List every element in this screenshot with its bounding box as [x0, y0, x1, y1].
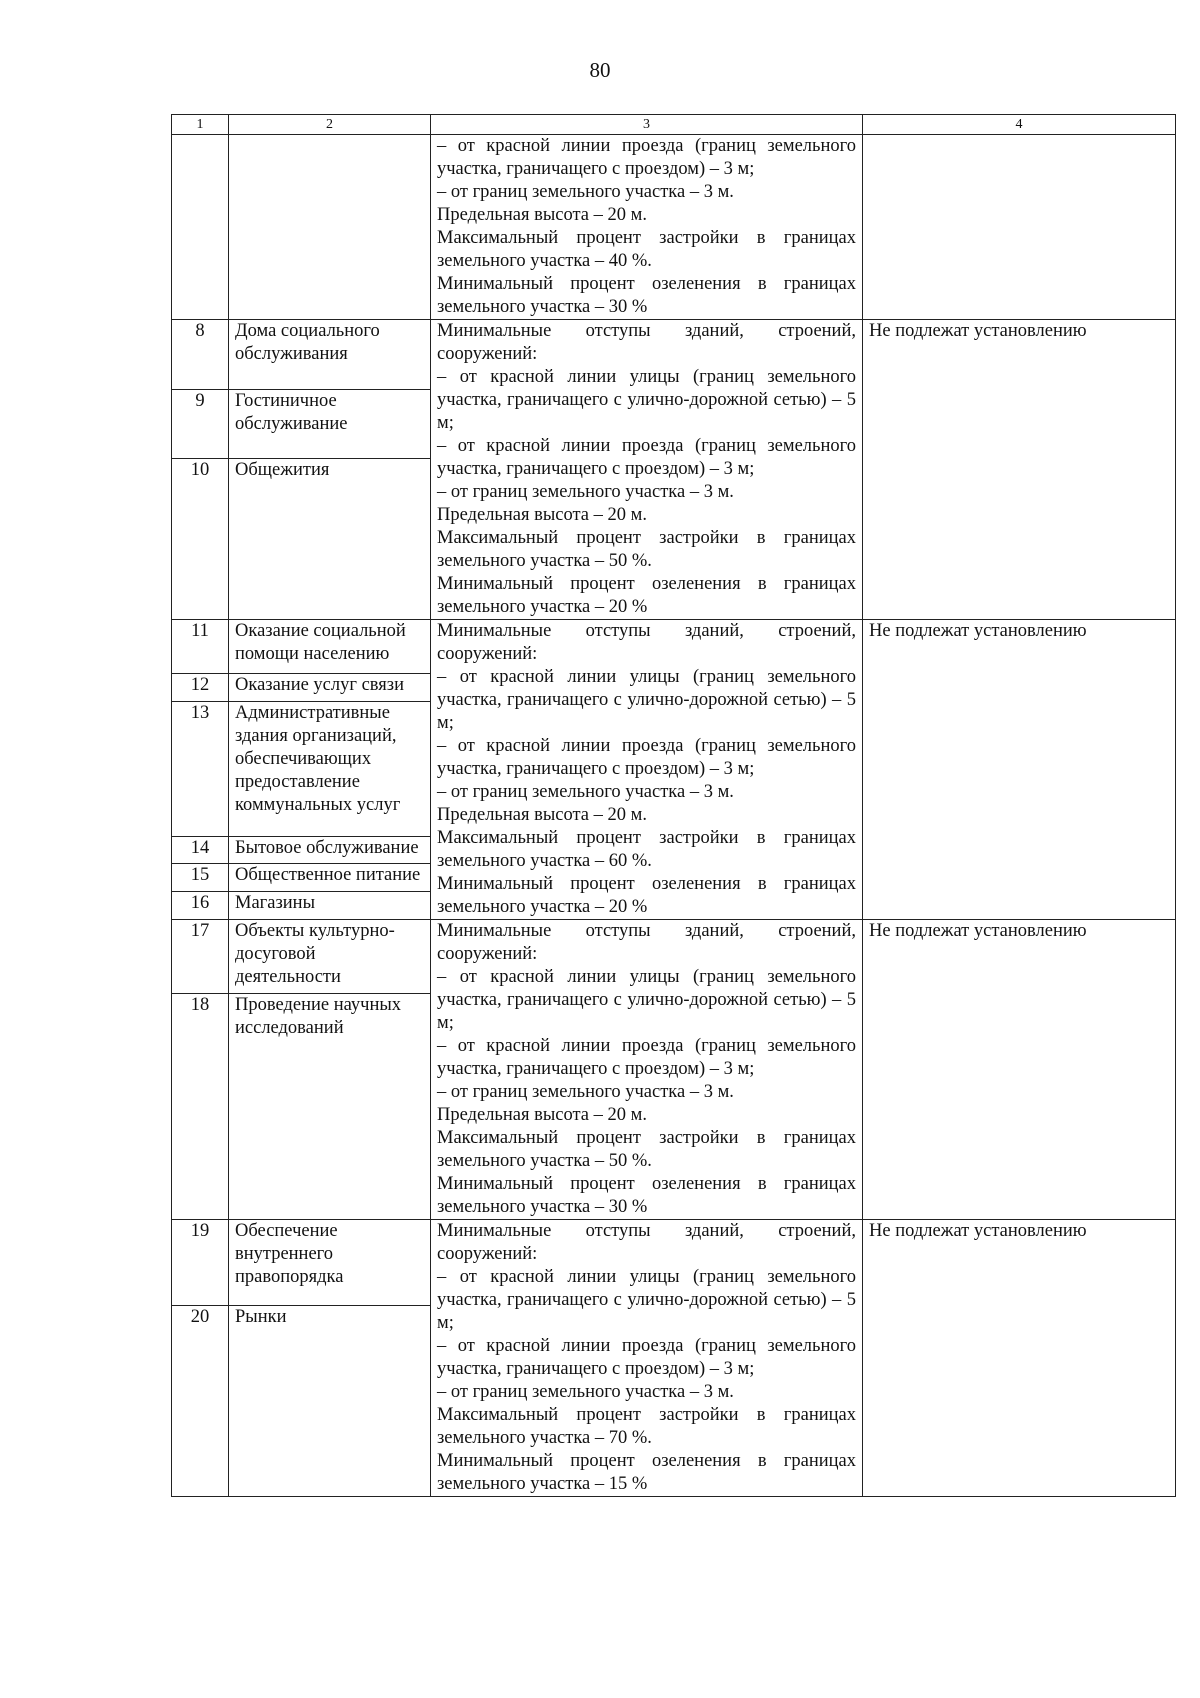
cell-col4: Не подлежат установлению: [863, 920, 1176, 1220]
cell-col4: Не подлежат установлению: [863, 1220, 1176, 1497]
header-col-1: 1: [172, 115, 229, 135]
param-line: Минимальные отступы зданий, строений, сооружений:: [437, 921, 856, 964]
cell-num: 20: [172, 1306, 229, 1497]
cell-num: 19: [172, 1220, 229, 1306]
param-line: Минимальный процент озеленения в границах земельного участка – 20 %: [437, 574, 856, 617]
param-line: – от границ земельного участка – 3 м.: [437, 1082, 734, 1102]
cell-name: Объекты культурно-досуговой деятельности: [229, 920, 431, 994]
cell-num: 14: [172, 836, 229, 864]
header-row: [172, 115, 1176, 135]
param-line: Максимальный процент застройки в границах земельного участка – 40 %.: [437, 228, 856, 271]
header-col-3: 3: [431, 115, 863, 135]
cell-params: [431, 135, 863, 320]
param-line: – от границ земельного участка – 3 м.: [437, 182, 734, 202]
cell-col4: [863, 135, 1176, 320]
cell-name: Бытовое обслуживание: [229, 836, 431, 864]
cell-name: Обеспечение внутреннего правопорядка: [229, 1220, 431, 1306]
cell-name: Проведение научных исследований: [229, 994, 431, 1220]
param-line: Минимальный процент озеленения в границах земельного участка – 15 %: [437, 1451, 856, 1494]
param-line: – от красной линии проезда (границ земельного участка, граничащего с проездом) – 3 м;: [437, 1336, 856, 1379]
cell-params: [431, 920, 863, 1220]
param-line: Максимальный процент застройки в границах земельного участка – 50 %.: [437, 528, 856, 571]
cell-name: Оказание услуг связи: [229, 674, 431, 702]
table-row: [172, 920, 1176, 994]
cell-num: 9: [172, 389, 229, 459]
table-row: [172, 620, 1176, 674]
param-line: – от красной линии улицы (границ земельного участка, граничащего с улично-дорожной сетью) – 5 м;: [437, 667, 856, 733]
param-line: Минимальный процент озеленения в границах земельного участка – 30 %: [437, 274, 856, 317]
page-number: 80: [589, 58, 611, 82]
cell-name: Оказание социальной помощи населению: [229, 620, 431, 674]
cell-name: [229, 135, 431, 320]
param-line: – от красной линии проезда (границ земельного участка, граничащего с проездом) – 3 м;: [437, 1036, 856, 1079]
table-row: [172, 1220, 1176, 1306]
header-col-2: 2: [229, 115, 431, 135]
header-col-4: 4: [863, 115, 1176, 135]
table-row: [172, 320, 1176, 390]
cell-num: 15: [172, 864, 229, 892]
param-line: – от красной линии проезда (границ земельного участка, граничащего с проездом) – 3 м;: [437, 136, 856, 179]
param-line: – от границ земельного участка – 3 м.: [437, 482, 734, 502]
cell-col4: Не подлежат установлению: [863, 320, 1176, 620]
cell-params: [431, 320, 863, 620]
cell-params: [431, 620, 863, 920]
cell-name: Общественное питание: [229, 864, 431, 892]
cell-col4: Не подлежат установлению: [863, 620, 1176, 920]
param-line: Предельная высота – 20 м.: [437, 205, 647, 225]
cell-name: Рынки: [229, 1306, 431, 1497]
param-line: Минимальные отступы зданий, строений, сооружений:: [437, 1221, 856, 1264]
cell-name: Гостиничное обслуживание: [229, 389, 431, 459]
cell-name: Магазины: [229, 892, 431, 920]
cell-num: 8: [172, 320, 229, 390]
param-line: Минимальные отступы зданий, строений, сооружений:: [437, 321, 856, 364]
cell-num: 11: [172, 620, 229, 674]
param-line: – от красной линии проезда (границ земельного участка, граничащего с проездом) – 3 м;: [437, 436, 856, 479]
cell-num: 16: [172, 892, 229, 920]
cell-name: Общежития: [229, 459, 431, 620]
continuation-row: [172, 135, 1176, 320]
cell-params: [431, 1220, 863, 1497]
param-line: – от границ земельного участка – 3 м.: [437, 1382, 734, 1402]
param-line: Максимальный процент застройки в границах земельного участка – 70 %.: [437, 1405, 856, 1448]
param-line: Минимальные отступы зданий, строений, сооружений:: [437, 621, 856, 664]
param-line: Предельная высота – 20 м.: [437, 805, 647, 825]
param-line: Предельная высота – 20 м.: [437, 505, 647, 525]
cell-name: Административные здания организаций, обеспечивающих предоставление коммунальных услуг: [229, 702, 431, 836]
cell-num: [172, 135, 229, 320]
cell-num: 12: [172, 674, 229, 702]
param-line: Предельная высота – 20 м.: [437, 1105, 647, 1125]
cell-num: 10: [172, 459, 229, 620]
param-line: – от красной линии улицы (границ земельного участка, граничащего с улично-дорожной сетью) – 5 м;: [437, 1267, 856, 1333]
param-line: Максимальный процент застройки в границах земельного участка – 50 %.: [437, 1128, 856, 1171]
param-line: Минимальный процент озеленения в границах земельного участка – 20 %: [437, 874, 856, 917]
cell-num: 18: [172, 994, 229, 1220]
cell-name: Дома социального обслуживания: [229, 320, 431, 390]
param-line: Максимальный процент застройки в границах земельного участка – 60 %.: [437, 828, 856, 871]
param-line: – от красной линии улицы (границ земельного участка, граничащего с улично-дорожной сетью) – 5 м;: [437, 367, 856, 433]
cell-num: 17: [172, 920, 229, 994]
param-line: – от красной линии проезда (границ земельного участка, граничащего с проездом) – 3 м;: [437, 736, 856, 779]
regulations-table: [171, 114, 1176, 1497]
param-line: Минимальный процент озеленения в границах земельного участка – 30 %: [437, 1174, 856, 1217]
param-line: – от красной линии улицы (границ земельного участка, граничащего с улично-дорожной сетью) – 5 м;: [437, 967, 856, 1033]
param-line: – от границ земельного участка – 3 м.: [437, 782, 734, 802]
cell-num: 13: [172, 702, 229, 836]
